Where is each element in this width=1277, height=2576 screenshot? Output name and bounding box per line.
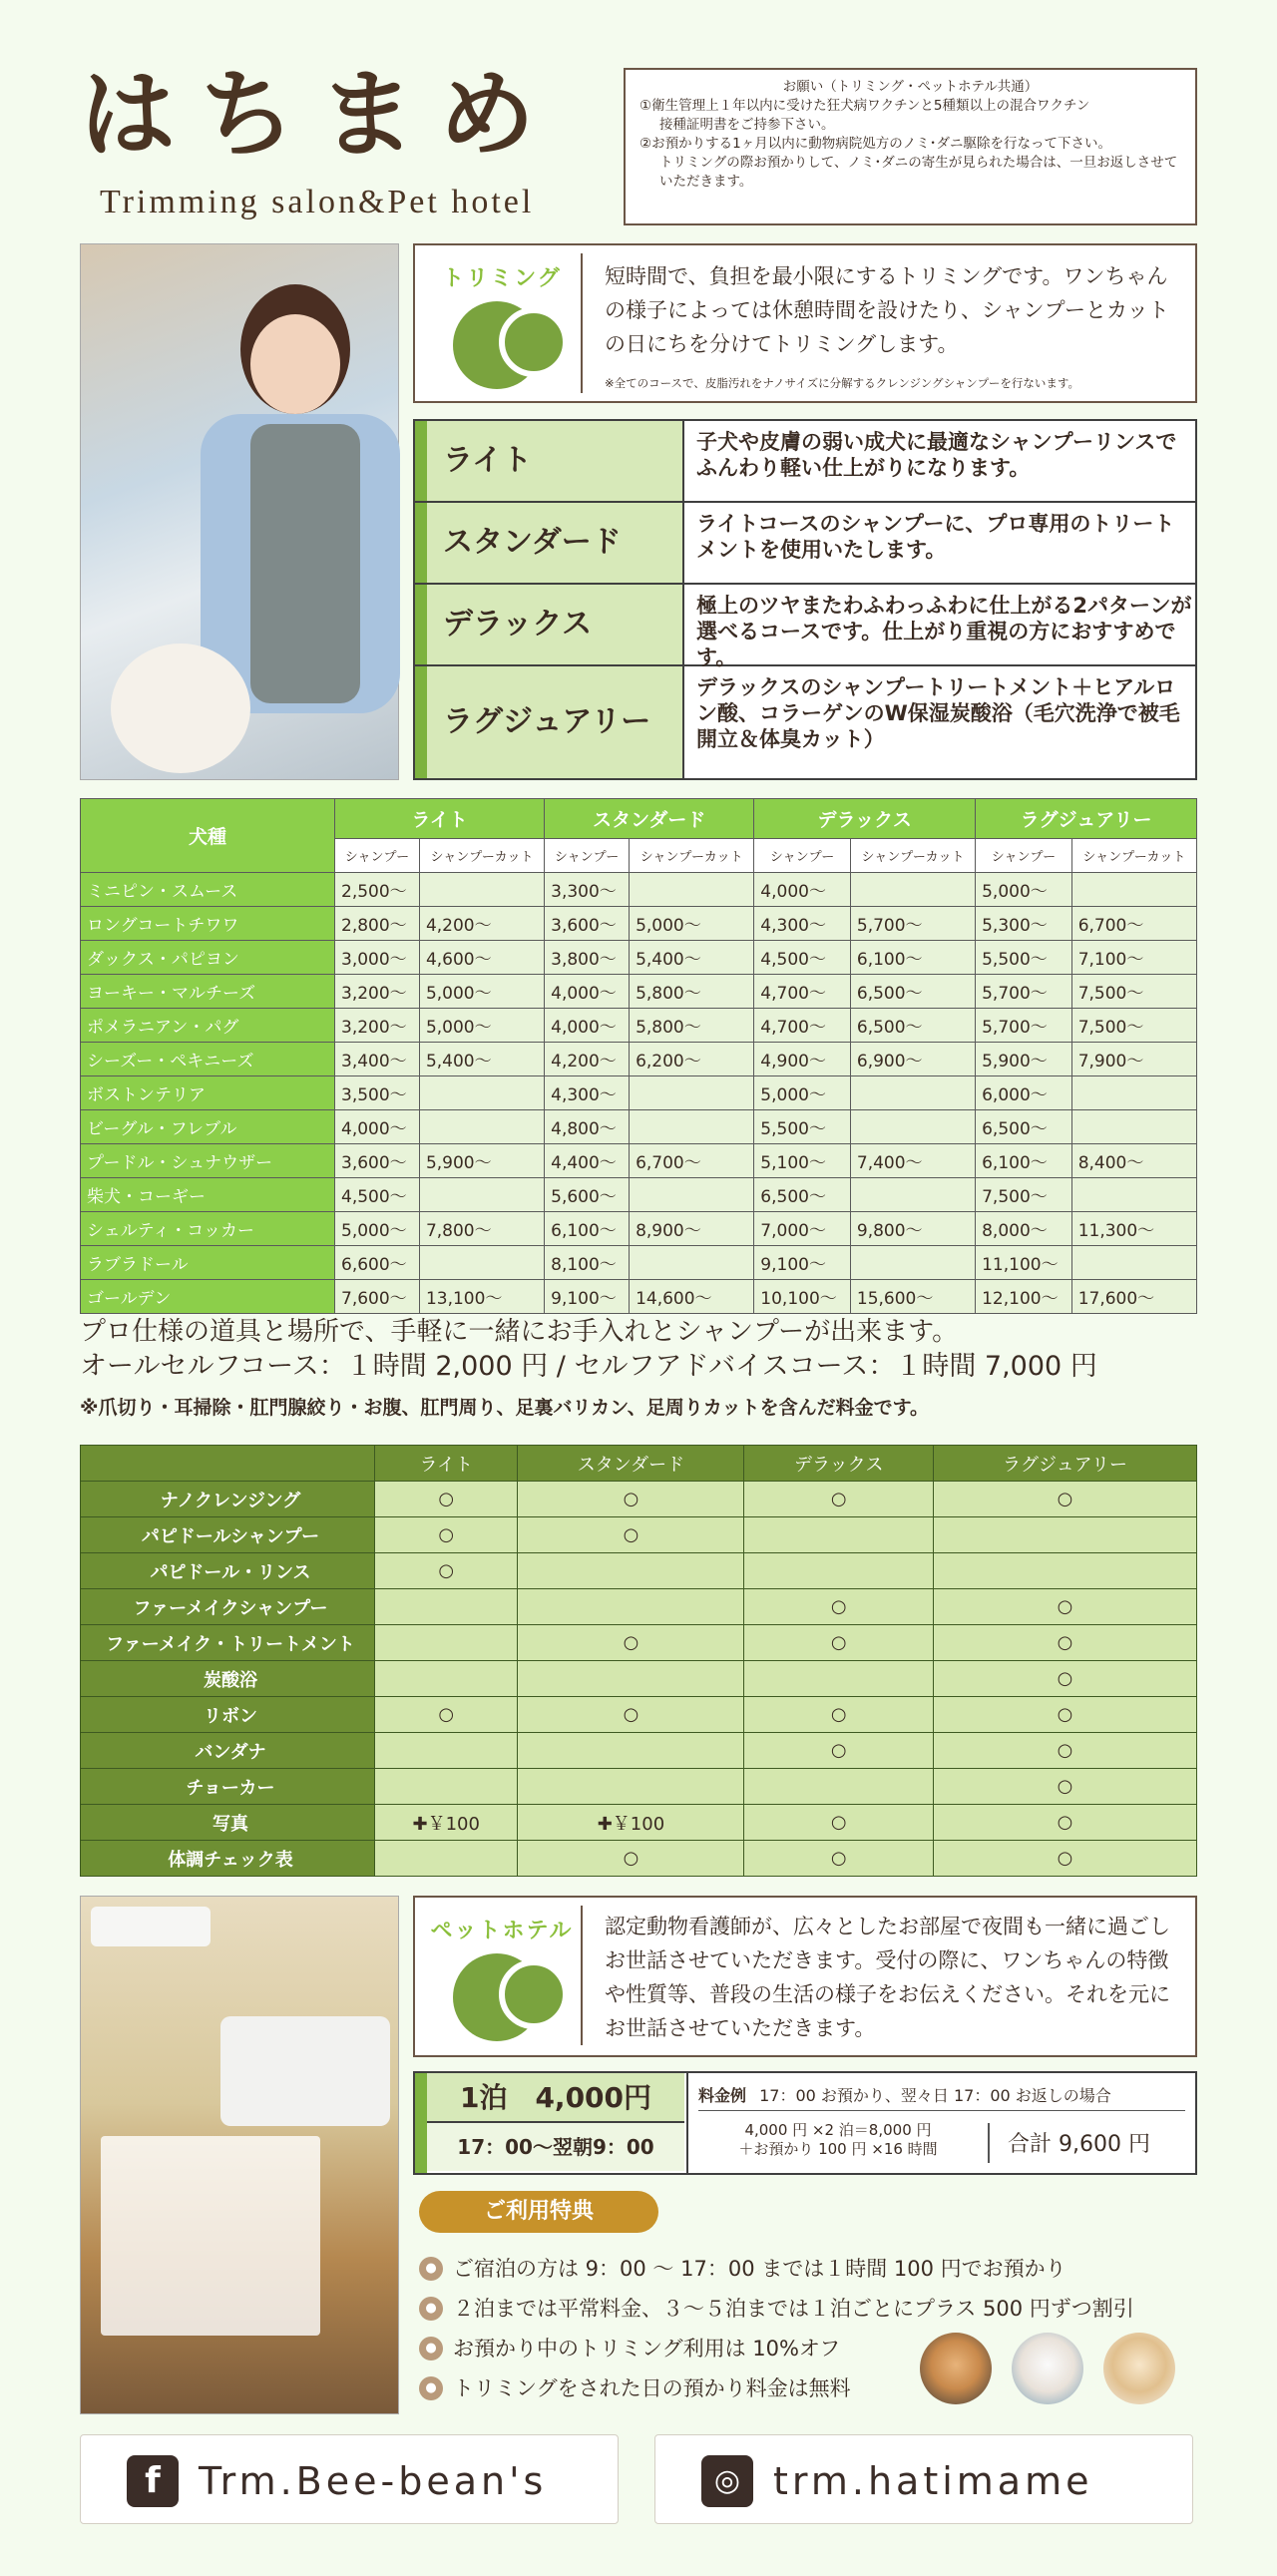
option-mark: ○ (518, 1841, 744, 1877)
price-cell: 6,100～ (850, 941, 975, 975)
price-cell: 4,700～ (754, 975, 851, 1009)
price-cell: 5,400～ (630, 941, 754, 975)
option-mark: ○ (375, 1697, 518, 1733)
options-table (80, 1445, 1197, 1877)
price-course-header: ラグジュアリー (976, 799, 1197, 839)
course-row (415, 503, 1195, 585)
instagram-link[interactable] (654, 2434, 1193, 2524)
price-cell: 5,100～ (754, 1144, 851, 1178)
example-desc: 17：00 お預かり、翌々日 17：00 お返しの場合 (759, 2086, 1111, 2105)
price-cell: 10,100～ (754, 1280, 851, 1314)
price-row (81, 1076, 1197, 1110)
price-row (81, 1280, 1197, 1314)
option-mark (375, 1661, 518, 1697)
options-course-header: ライト (375, 1446, 518, 1482)
option-name: バンダナ (81, 1733, 375, 1769)
price-cell: 7,600～ (335, 1280, 420, 1314)
option-mark: ○ (744, 1841, 934, 1877)
price-cell (850, 873, 975, 907)
price-cell: 3,400～ (335, 1043, 420, 1076)
benefit-item (419, 2249, 1134, 2289)
price-cell (419, 1110, 544, 1144)
price-cell: 8,100～ (545, 1246, 630, 1280)
logo-subtitle: Trimming salon&Pet hotel (100, 184, 535, 220)
course-row (415, 585, 1195, 669)
option-name: リボン (81, 1697, 375, 1733)
option-name: パピドールシャンプー (81, 1517, 375, 1553)
option-mark (744, 1769, 934, 1805)
option-row (81, 1553, 1197, 1589)
price-cell (850, 1076, 975, 1110)
price-cell: 4,700～ (754, 1009, 851, 1043)
course-name: ラグジュアリー (415, 666, 684, 778)
price-cell (630, 873, 754, 907)
hotel-intro (413, 1896, 1197, 2057)
calc-line2: ＋お預かり 100 円 ×16 時間 (738, 2140, 938, 2158)
price-cell: 4,400～ (545, 1144, 630, 1178)
price-cell: 7,000～ (754, 1212, 851, 1246)
course-desc: ライトコースのシャンプーに、プロ専用のトリートメントを使用いたします。 (696, 512, 1175, 562)
example-calc (708, 2121, 968, 2159)
sub-header: シャンプー (545, 839, 630, 873)
option-mark: ○ (934, 1841, 1197, 1877)
price-cell: 3,000～ (335, 941, 420, 975)
price-cell: 15,600～ (850, 1280, 975, 1314)
options-course-header: ラグジュアリー (934, 1446, 1197, 1482)
option-name: パピドール・リンス (81, 1553, 375, 1589)
option-mark: ○ (934, 1697, 1197, 1733)
hotel-icon (423, 1906, 583, 2045)
option-row (81, 1697, 1197, 1733)
option-row (81, 1661, 1197, 1697)
example-total: 合計 9,600 円 (1008, 2132, 1150, 2157)
paw-icon: ● (419, 2337, 443, 2361)
breed-name: シェルティ・コッカー (81, 1212, 335, 1246)
price-row (81, 873, 1197, 907)
option-mark (744, 1517, 934, 1553)
option-row (81, 1769, 1197, 1805)
price-cell: 5,700～ (850, 907, 975, 941)
sub-header: シャンプーカット (419, 839, 544, 873)
option-mark (375, 1625, 518, 1661)
price-cell: 12,100～ (976, 1280, 1072, 1314)
instagram-handle: trm.hatimame (773, 2459, 1093, 2503)
logo-text: はちまめ (80, 58, 559, 171)
price-row (81, 1110, 1197, 1144)
breed-name: ミニピン・スムース (81, 873, 335, 907)
price-row (81, 907, 1197, 941)
price-cell: 4,300～ (545, 1076, 630, 1110)
options-course-header: スタンダード (518, 1446, 744, 1482)
price-row (81, 941, 1197, 975)
rate-example (686, 2073, 1195, 2173)
logo (80, 60, 559, 221)
facebook-handle: Trm.Bee-bean's (199, 2459, 548, 2503)
price-row (81, 1246, 1197, 1280)
scissors-icon (499, 307, 569, 377)
notice-item-1: ①衛生管理上１年以内に受けた狂犬病ワクチンと5種類以上の混合ワクチン (639, 98, 1090, 114)
benefit-text: トリミングをされた日の預かり料金は無料 (453, 2376, 851, 2400)
option-mark: ○ (934, 1733, 1197, 1769)
scissors-icon (499, 1959, 569, 2029)
price-cell: 4,000～ (545, 1009, 630, 1043)
option-name: ファーメイクシャンプー (81, 1589, 375, 1625)
option-row (81, 1733, 1197, 1769)
price-cell: 6,000～ (976, 1076, 1072, 1110)
option-mark (518, 1661, 744, 1697)
price-row (81, 1043, 1197, 1076)
course-row (415, 421, 1195, 503)
price-cell: 7,500～ (976, 1178, 1072, 1212)
paw-icon: ● (419, 2297, 443, 2321)
price-cell: 6,200～ (630, 1043, 754, 1076)
price-cell: 5,000～ (419, 975, 544, 1009)
option-mark (518, 1553, 744, 1589)
price-cell: 4,800～ (545, 1110, 630, 1144)
self-line3: ※爪切り・耳掃除・肛門腺絞り・お腹、肛門周り、足裏バリカン、足周りカットを含んだ料金です。 (80, 1397, 930, 1419)
sub-header: シャンプーカット (630, 839, 754, 873)
price-cell (419, 1076, 544, 1110)
sub-header: シャンプーカット (850, 839, 975, 873)
breed-name: 柴犬・コーギー (81, 1178, 335, 1212)
price-course-header: デラックス (754, 799, 976, 839)
price-cell: 4,600～ (419, 941, 544, 975)
option-mark: ○ (934, 1589, 1197, 1625)
trimming-intro (413, 243, 1197, 403)
price-cell: 5,000～ (419, 1009, 544, 1043)
course-name: スタンダード (415, 503, 684, 583)
price-cell (630, 1246, 754, 1280)
price-cell: 5,000～ (335, 1212, 420, 1246)
price-cell (1071, 873, 1196, 907)
price-cell: 5,300～ (976, 907, 1072, 941)
hotel-label: ペットホテル (430, 1919, 574, 1943)
price-cell: 5,000～ (630, 907, 754, 941)
option-row (81, 1482, 1197, 1517)
price-cell: 3,600～ (545, 907, 630, 941)
calc-line1: 4,000 円 ×2 泊＝8,000 円 (744, 2121, 932, 2139)
dog-photo (1012, 2333, 1083, 2404)
breed-name: ゴールデン (81, 1280, 335, 1314)
option-name: 炭酸浴 (81, 1661, 375, 1697)
price-cell (1071, 1076, 1196, 1110)
price-course-header: スタンダード (545, 799, 754, 839)
sub-header: シャンプー (335, 839, 420, 873)
notice-box (624, 68, 1197, 225)
option-mark: ○ (375, 1482, 518, 1517)
option-row (81, 1625, 1197, 1661)
price-cell (419, 873, 544, 907)
trimming-text: 短時間で、負担を最小限にするトリミングです。ワンちゃんの様子によっては休憩時間を設けたり、シャンプーとカットの日にちを分けてトリミングします。 (605, 264, 1169, 356)
price-row (81, 1144, 1197, 1178)
option-mark (934, 1517, 1197, 1553)
option-mark (375, 1589, 518, 1625)
price-row (81, 1212, 1197, 1246)
price-cell: 8,900～ (630, 1212, 754, 1246)
breed-name: シーズー・ペキニーズ (81, 1043, 335, 1076)
price-cell: 7,800～ (419, 1212, 544, 1246)
course-row (415, 666, 1195, 778)
price-cell: 4,000～ (545, 975, 630, 1009)
price-cell: 2,500～ (335, 873, 420, 907)
price-cell (419, 1178, 544, 1212)
rate-time: 17：00～翌朝9：00 (427, 2123, 684, 2171)
course-desc: 極上のツヤまたわふわっふわに仕上がる2パターンが選べるコースです。仕上がり重視の方におすすめです。 (696, 594, 1192, 669)
price-cell: 7,500～ (1071, 975, 1196, 1009)
option-mark: ○ (934, 1625, 1197, 1661)
price-cell: 5,800～ (630, 1009, 754, 1043)
option-mark: ○ (744, 1482, 934, 1517)
price-cell: 6,700～ (1071, 907, 1196, 941)
price-cell: 2,800～ (335, 907, 420, 941)
price-cell: 5,700～ (976, 1009, 1072, 1043)
breed-name: ラブラドール (81, 1246, 335, 1280)
price-cell: 5,500～ (754, 1110, 851, 1144)
price-cell: 5,900～ (419, 1144, 544, 1178)
price-cell: 5,600～ (545, 1178, 630, 1212)
price-cell: 5,700～ (976, 975, 1072, 1009)
option-mark (744, 1661, 934, 1697)
price-cell: 6,500～ (850, 1009, 975, 1043)
price-cell: 7,900～ (1071, 1043, 1196, 1076)
price-cell: 6,100～ (976, 1144, 1072, 1178)
option-name: チョーカー (81, 1769, 375, 1805)
breed-name: ビーグル・フレブル (81, 1110, 335, 1144)
course-name: デラックス (415, 585, 684, 664)
price-cell (850, 1246, 975, 1280)
course-desc: デラックスのシャンプートリートメント＋ヒアルロン酸、コラーゲンのW保湿炭酸浴（毛穴洗浄で被毛開立＆体臭カット） (696, 675, 1180, 751)
notice-item-2: ②お預かりする1ヶ月以内に動物病院処方のノミ･ダニ駆除を行なって下さい。 (639, 136, 1111, 152)
option-mark (518, 1769, 744, 1805)
price-cell: 6,700～ (630, 1144, 754, 1178)
price-cell: 3,500～ (335, 1076, 420, 1110)
price-cell: 6,600～ (335, 1246, 420, 1280)
price-cell: 3,600～ (335, 1144, 420, 1178)
price-cell: 6,900～ (850, 1043, 975, 1076)
price-course-header: ライト (335, 799, 545, 839)
price-cell: 6,500～ (850, 975, 975, 1009)
sub-header: シャンプー (976, 839, 1072, 873)
hotel-photo (80, 1896, 399, 2414)
options-course-header: デラックス (744, 1446, 934, 1482)
trimming-note: ※全てのコースで、皮脂汚れをナノサイズに分解するクレンジングシャンプーを行ないます。 (605, 376, 1080, 390)
price-cell: 4,500～ (754, 941, 851, 975)
price-row (81, 975, 1197, 1009)
price-cell (850, 1110, 975, 1144)
option-mark: ○ (744, 1697, 934, 1733)
options-corner (81, 1446, 375, 1482)
self-line2: オールセルフコース：１時間 2,000 円 / セルフアドバイスコース：１時間 7,000 円 (80, 1351, 1097, 1382)
option-mark: ○ (518, 1517, 744, 1553)
option-mark: ○ (744, 1625, 934, 1661)
option-mark: ○ (744, 1805, 934, 1841)
price-cell: 8,400～ (1071, 1144, 1196, 1178)
trimming-icon (423, 253, 583, 393)
price-cell: 4,000～ (754, 873, 851, 907)
dog-photo (1103, 2333, 1175, 2404)
price-cell: 6,500～ (754, 1178, 851, 1212)
price-cell: 3,800～ (545, 941, 630, 975)
option-name: 写真 (81, 1805, 375, 1841)
price-cell (630, 1110, 754, 1144)
option-mark (375, 1769, 518, 1805)
price-row (81, 1178, 1197, 1212)
trimming-label: トリミング (442, 266, 562, 291)
self-line1: プロ仕様の道具と場所で、手軽に一緒にお手入れとシャンプーが出来ます。 (80, 1317, 959, 1347)
price-cell: 8,000～ (976, 1212, 1072, 1246)
example-label: 料金例 (698, 2086, 747, 2105)
price-row (81, 1009, 1197, 1043)
course-name: ライト (415, 421, 684, 501)
price-cell (630, 1076, 754, 1110)
price-cell: 17,600～ (1071, 1280, 1196, 1314)
benefit-text: ２泊までは平常料金、３～５泊までは１泊ごとにプラス 500 円ずつ割引 (453, 2297, 1134, 2321)
option-name: ファーメイク・トリートメント (81, 1625, 375, 1661)
price-cell: 5,800～ (630, 975, 754, 1009)
option-mark: ○ (518, 1697, 744, 1733)
option-mark: ○ (934, 1769, 1197, 1805)
facebook-link[interactable] (80, 2434, 619, 2524)
price-cell: 4,500～ (335, 1178, 420, 1212)
price-cell: 7,400～ (850, 1144, 975, 1178)
course-desc: 子犬や皮膚の弱い成犬に最適なシャンプーリンスでふんわり軽い仕上がりになります。 (696, 430, 1177, 480)
price-cell: 11,100～ (976, 1246, 1072, 1280)
option-mark: ○ (744, 1733, 934, 1769)
notice-item-1b: 接種証明書をご持参下さい。 (659, 117, 835, 133)
price-cell: 14,600～ (630, 1280, 754, 1314)
paw-icon: ● (419, 2257, 443, 2281)
option-mark: ○ (934, 1661, 1197, 1697)
option-name: ナノクレンジング (81, 1482, 375, 1517)
price-cell: 13,100～ (419, 1280, 544, 1314)
hotel-rate (413, 2071, 1197, 2175)
option-row (81, 1517, 1197, 1553)
option-mark: ○ (375, 1517, 518, 1553)
breed-name: ボストンテリア (81, 1076, 335, 1110)
benefit-text: ご宿泊の方は 9：00 ～ 17：00 までは１時間 100 円でお預かり (453, 2257, 1066, 2281)
option-mark (375, 1733, 518, 1769)
option-mark: ○ (518, 1482, 744, 1517)
option-mark: ○ (518, 1625, 744, 1661)
option-row (81, 1589, 1197, 1625)
price-cell: 4,000～ (335, 1110, 420, 1144)
price-cell: 4,900～ (754, 1043, 851, 1076)
option-mark: ○ (934, 1805, 1197, 1841)
option-mark (518, 1589, 744, 1625)
price-cell: 3,300～ (545, 873, 630, 907)
price-cell: 7,500～ (1071, 1009, 1196, 1043)
breed-name: ヨーキー・マルチーズ (81, 975, 335, 1009)
paw-icon: ● (419, 2376, 443, 2400)
price-cell: 6,100～ (545, 1212, 630, 1246)
rate-summary (415, 2073, 684, 2173)
breed-name: ロングコートチワワ (81, 907, 335, 941)
hotel-text: 認定動物看護師が、広々としたお部屋で夜間も一緒に過ごしお世話させていただきます。受付の際に、ワンちゃんの特徴や性質等、普段の生活の様子をお伝えください。それを元にお世話させていただきます。 (605, 1915, 1170, 2040)
price-cell (1071, 1178, 1196, 1212)
breed-header: 犬種 (81, 799, 335, 873)
price-cell: 9,800～ (850, 1212, 975, 1246)
breed-name: ポメラニアン・パグ (81, 1009, 335, 1043)
price-cell: 5,500～ (976, 941, 1072, 975)
price-cell: 5,000～ (976, 873, 1072, 907)
price-cell: 6,500～ (976, 1110, 1072, 1144)
price-table (80, 798, 1197, 1314)
price-cell: 9,100～ (545, 1280, 630, 1314)
breed-name: ダックス・パピヨン (81, 941, 335, 975)
sub-header: シャンプー (754, 839, 851, 873)
self-course (80, 1315, 1207, 1420)
option-mark: ○ (744, 1589, 934, 1625)
price-cell: 5,400～ (419, 1043, 544, 1076)
example-header (698, 2083, 1185, 2111)
notice-title: お願い（トリミング・ペットホテル共通） (782, 79, 1039, 95)
course-list (413, 419, 1197, 780)
option-row (81, 1805, 1197, 1841)
price-cell: 9,100～ (754, 1246, 851, 1280)
price-cell (1071, 1246, 1196, 1280)
price-cell (850, 1178, 975, 1212)
option-row (81, 1841, 1197, 1877)
option-mark (375, 1841, 518, 1877)
notice-item-2b: トリミングの際お預かりして、ノミ･ダニの寄生が見られた場合は、一旦お返しさせていただきます。 (659, 155, 1178, 190)
option-mark: ✚￥100 (518, 1805, 744, 1841)
option-mark: ✚￥100 (375, 1805, 518, 1841)
facebook-icon: f (127, 2455, 179, 2507)
benefit-item (419, 2289, 1134, 2329)
option-mark (518, 1733, 744, 1769)
option-mark (934, 1553, 1197, 1589)
rate-title: 1泊 4,000円 (427, 2073, 684, 2123)
option-mark: ○ (375, 1553, 518, 1589)
price-cell: 4,200～ (545, 1043, 630, 1076)
price-cell (1071, 1110, 1196, 1144)
sub-header: シャンプーカット (1071, 839, 1196, 873)
benefit-text: お預かり中のトリミング利用は 10%オフ (453, 2337, 841, 2361)
breed-name: プードル・シュナウザー (81, 1144, 335, 1178)
price-cell: 5,900～ (976, 1043, 1072, 1076)
option-mark (744, 1553, 934, 1589)
option-name: 体調チェック表 (81, 1841, 375, 1877)
option-mark: ○ (934, 1482, 1197, 1517)
price-cell: 4,200～ (419, 907, 544, 941)
instagram-icon: ◎ (701, 2455, 753, 2507)
price-cell (630, 1178, 754, 1212)
price-cell: 5,000～ (754, 1076, 851, 1110)
price-cell: 3,200～ (335, 975, 420, 1009)
dog-photo (920, 2333, 992, 2404)
trimming-photo (80, 243, 399, 780)
price-cell: 7,100～ (1071, 941, 1196, 975)
benefits-tag: ご利用特典 (419, 2191, 658, 2233)
price-cell: 11,300～ (1071, 1212, 1196, 1246)
price-cell: 3,200～ (335, 1009, 420, 1043)
price-cell (419, 1246, 544, 1280)
price-cell: 4,300～ (754, 907, 851, 941)
calc-divider (988, 2123, 990, 2163)
